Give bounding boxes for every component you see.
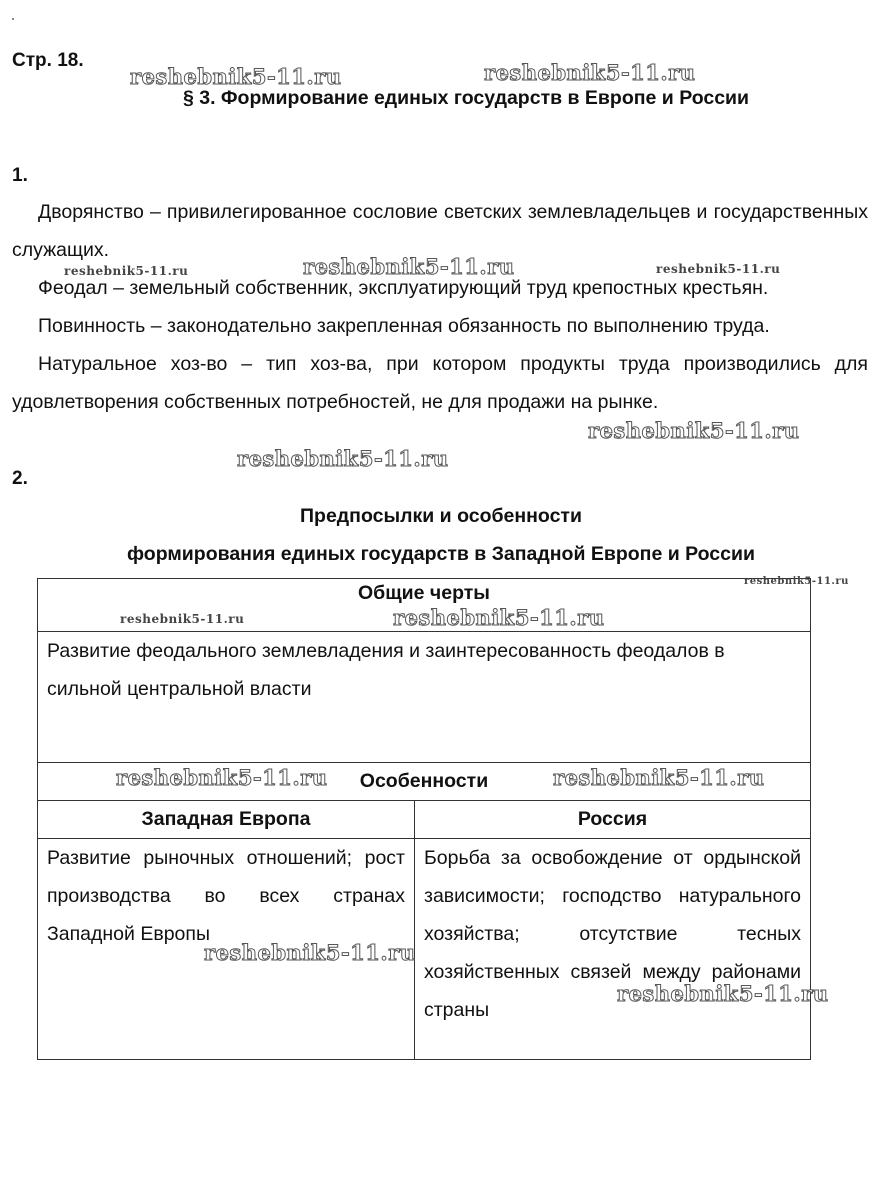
table-row	[38, 839, 811, 1060]
table-row	[38, 632, 811, 763]
watermark: reshebnik5-11.ru	[116, 765, 328, 790]
watermark: reshebnik5-11.ru	[130, 64, 342, 89]
common-features-header: Общие черты	[38, 579, 811, 632]
watermark: reshebnik5-11.ru	[553, 765, 765, 790]
definition-nobility: Дворянство – привилегированное сословие светских землевладельцев и государственных служащих.	[12, 201, 868, 261]
task2-number: 2.	[12, 468, 28, 489]
west-europe-text: Развитие рыночных отношений; рост производства во всех странах Западной Европы	[38, 839, 415, 1060]
table-heading-line2: формирования единых государств в Западной Европе и России	[127, 543, 755, 565]
watermark: reshebnik5-11.ru	[120, 612, 245, 626]
watermark: reshebnik5-11.ru	[393, 605, 605, 630]
features-header: Особенности	[38, 763, 811, 801]
watermark: reshebnik5-11.ru	[617, 981, 829, 1006]
definition-subsistence: Натуральное хоз-во – тип хоз-ва, при котором продукты труда производились для удовлетворения собственных потребностей, не для продажи на рынке.	[12, 353, 868, 413]
speck	[12, 18, 14, 20]
section-title: § 3. Формирование единых государств в Европе и России	[182, 87, 750, 109]
watermark: reshebnik5-11.ru	[484, 60, 696, 85]
definition-feudal: Феодал – земельный собственник, эксплуатирующий труд крепостных крестьян.	[38, 277, 769, 299]
common-features-text: Развитие феодального землевладения и заинтересованность феодалов в сильной центральной власти	[38, 632, 811, 763]
west-europe-header: Западная Европа	[38, 801, 415, 839]
table-heading-line1: Предпосылки и особенности	[300, 505, 582, 527]
watermark: reshebnik5-11.ru	[744, 576, 849, 587]
page-label: Стр. 18.	[12, 50, 84, 71]
watermark: reshebnik5-11.ru	[588, 418, 800, 443]
task1-number: 1.	[12, 165, 28, 186]
watermark: reshebnik5-11.ru	[204, 940, 416, 965]
definition-duty: Повинность – законодательно закрепленная обязанность по выполнению труда.	[38, 315, 770, 337]
watermark: reshebnik5-11.ru	[656, 262, 781, 276]
russia-text: Борьба за освобождение от ордынской зависимости; господство натурального хозяйства; отсутствие тесных хозяйственных связей между районами страны	[415, 839, 811, 1060]
table-row	[38, 801, 811, 839]
watermark: reshebnik5-11.ru	[303, 254, 515, 279]
watermark: reshebnik5-11.ru	[237, 446, 449, 471]
russia-header: Россия	[415, 801, 811, 839]
watermark: reshebnik5-11.ru	[64, 264, 189, 278]
